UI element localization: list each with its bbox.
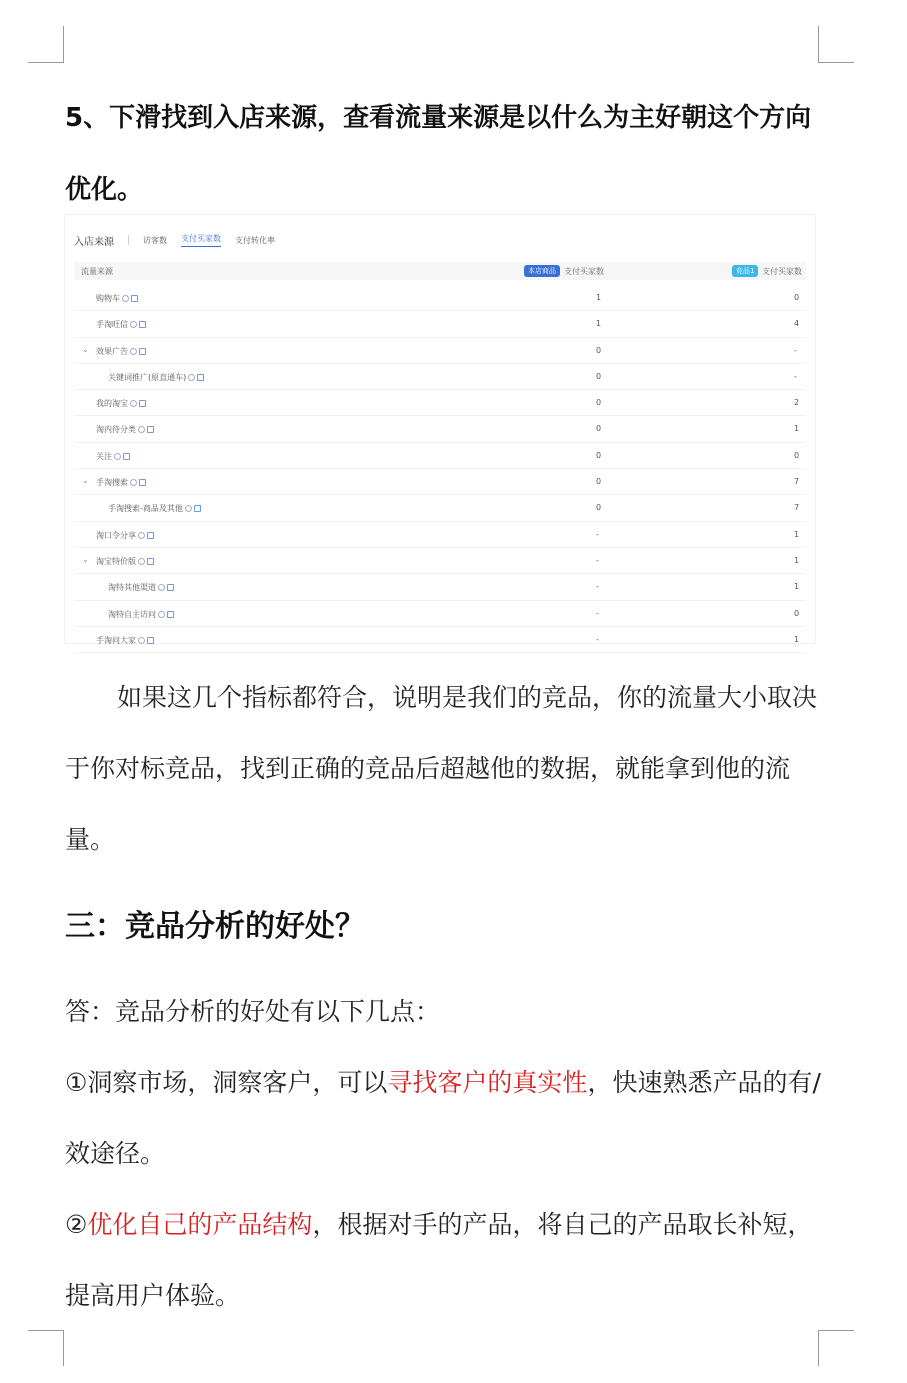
own-product-badge: 本店商品	[524, 265, 560, 277]
table-row	[74, 338, 806, 364]
own-value: -	[596, 555, 599, 565]
competitor-value: 1	[794, 555, 800, 565]
tab-conversion-rate[interactable]: 支付转化率	[235, 235, 275, 245]
table-row	[74, 495, 806, 521]
competitor-value: 1	[794, 582, 800, 592]
help-icon[interactable]	[185, 505, 192, 512]
source-label: 手淘旺信	[96, 320, 128, 330]
source-label: 淘宝特价版	[96, 556, 136, 566]
source-name	[96, 319, 146, 330]
source-label: 手淘搜索-商品及其他	[108, 504, 183, 514]
own-value: 0	[596, 371, 602, 381]
answer-point-1	[65, 1047, 825, 1189]
crop-mark-bottom-left-h	[28, 1330, 64, 1331]
competitor-value: 2	[794, 398, 800, 408]
own-value: -	[596, 608, 599, 618]
competitor-value: 1	[794, 424, 800, 434]
tab-visitors[interactable]: 访客数	[143, 235, 167, 245]
source-name	[96, 398, 146, 409]
source-name	[96, 346, 146, 357]
source-label: 手淘搜索	[96, 478, 128, 488]
trend-icon[interactable]	[197, 374, 204, 381]
own-value: 1	[596, 319, 602, 329]
help-icon[interactable]	[122, 295, 129, 302]
help-icon[interactable]	[130, 479, 137, 486]
answer-intro: 答：竞品分析的好处有以下几点：	[65, 997, 441, 1026]
answer-point-2	[65, 1189, 825, 1331]
point2-prefix: ②	[65, 1210, 88, 1239]
own-value: 1	[596, 293, 602, 302]
table-row	[74, 627, 806, 653]
crop-mark-top-left-v	[63, 26, 64, 62]
competitor-value: 7	[794, 503, 800, 513]
source-label: 淘口令分享	[96, 530, 136, 540]
table-body	[74, 285, 806, 653]
source-label: 效果广告	[96, 346, 128, 356]
crop-mark-bottom-left-v	[63, 1330, 64, 1366]
source-label: 我的淘宝	[96, 399, 128, 409]
header-own-metric: 支付买家数	[564, 267, 604, 276]
competitor-value: 0	[794, 293, 800, 302]
table-row	[74, 522, 806, 548]
trend-icon[interactable]	[139, 321, 146, 328]
table-row	[74, 311, 806, 337]
crop-mark-bottom-right-v	[818, 1330, 819, 1366]
competitor-value: 0	[794, 608, 800, 618]
own-value: 0	[596, 477, 602, 487]
traffic-source-panel	[64, 214, 816, 644]
point1-suffix: ，快速熟悉产品的有/效途径。	[65, 1068, 821, 1168]
source-name	[108, 609, 174, 620]
source-label: 淘内待分类	[96, 425, 136, 435]
trend-icon[interactable]	[167, 611, 174, 618]
competitor-value: 1	[794, 529, 800, 539]
source-label: 淘特自主访问	[108, 609, 156, 619]
competitor-value: 7	[794, 477, 800, 487]
source-name	[108, 582, 174, 593]
own-value: 0	[596, 450, 602, 460]
tab-paying-buyers[interactable]: 支付买家数	[181, 233, 221, 247]
source-name	[96, 530, 154, 541]
trend-icon[interactable]	[194, 505, 201, 512]
source-label: 淘特其他渠道	[108, 583, 156, 593]
table-row	[74, 416, 806, 442]
source-label: 关注	[96, 451, 112, 461]
source-label: 手淘问大家	[96, 635, 136, 645]
point1-highlight: 寻找客户的真实性	[387, 1068, 588, 1097]
help-icon[interactable]	[188, 374, 195, 381]
own-value: -	[596, 582, 599, 592]
trend-icon[interactable]	[147, 532, 154, 539]
panel-tabs	[74, 232, 275, 248]
crop-mark-top-right-h	[818, 62, 854, 63]
answer-block	[65, 976, 825, 1331]
table-row	[74, 390, 806, 416]
own-value: 0	[596, 424, 602, 434]
source-label: 关键词推广(原直通车)	[108, 372, 187, 382]
expand-chevron-icon[interactable]: ⌄	[82, 476, 89, 486]
source-name	[96, 293, 138, 304]
source-name	[96, 424, 154, 435]
table-row	[74, 548, 806, 574]
panel-title: 入店来源	[74, 236, 114, 248]
crop-mark-top-right-v	[818, 26, 819, 62]
source-name	[96, 635, 154, 646]
source-name	[96, 477, 146, 488]
trend-icon[interactable]	[131, 295, 138, 302]
trend-icon[interactable]	[139, 479, 146, 486]
table-row	[74, 469, 806, 495]
own-value: 0	[596, 503, 602, 513]
expand-chevron-icon[interactable]: ⌄	[82, 344, 89, 354]
source-name	[96, 451, 130, 462]
help-icon[interactable]	[158, 611, 165, 618]
trend-icon[interactable]	[139, 400, 146, 407]
source-name	[108, 372, 204, 383]
crop-mark-top-left-h	[28, 62, 64, 63]
source-name	[108, 503, 201, 514]
trend-icon[interactable]	[139, 348, 146, 355]
trend-icon[interactable]	[147, 558, 154, 565]
trend-icon[interactable]	[147, 426, 154, 433]
competitor-value: -	[794, 345, 797, 355]
header-comp-metric: 支付买家数	[762, 267, 802, 276]
explanation-paragraph	[65, 662, 825, 875]
tab-separator	[128, 235, 129, 245]
competitor-value: 0	[794, 450, 800, 460]
source-name	[96, 556, 154, 567]
table-row	[74, 443, 806, 469]
own-value: -	[596, 529, 599, 539]
help-icon[interactable]	[130, 400, 137, 407]
table-row	[74, 285, 806, 311]
help-icon[interactable]	[158, 584, 165, 591]
expand-chevron-icon[interactable]: ⌄	[82, 554, 89, 564]
competitor-value: 1	[794, 634, 800, 644]
own-value: 0	[596, 398, 602, 408]
point2-highlight: 优化自己的产品结构	[87, 1210, 313, 1239]
help-icon[interactable]	[138, 532, 145, 539]
competitor-value: 4	[794, 319, 800, 329]
point1-prefix: ①洞察市场，洞察客户，可以	[65, 1068, 388, 1097]
table-row	[74, 574, 806, 600]
own-value: 0	[596, 345, 602, 355]
source-label: 购物车	[96, 294, 120, 303]
section-heading: 三：竞品分析的好处？	[65, 909, 365, 944]
competitor-value: -	[794, 371, 797, 381]
help-icon[interactable]	[138, 558, 145, 565]
header-source: 流量来源	[81, 267, 113, 276]
help-icon[interactable]	[138, 426, 145, 433]
table-header	[74, 262, 806, 280]
table-row	[74, 364, 806, 390]
step-heading: 5、下滑找到入店来源，查看流量来源是以什么为主好朝这个方向优化。	[65, 103, 812, 205]
help-icon[interactable]	[138, 637, 145, 644]
point2-suffix: ，根据对手的产品，将自己的产品取长补短，提高用户体验。	[65, 1210, 813, 1310]
explanation-text: 如果这几个指标都符合，说明是我们的竞品，你的流量大小取决于你对标竞品，找到正确的竞品后超越他的数据，就能拿到他的流量。	[65, 683, 818, 854]
trend-icon[interactable]	[123, 453, 130, 460]
trend-icon[interactable]	[167, 584, 174, 591]
competitor-badge: 竞品1	[732, 265, 758, 277]
own-value: -	[596, 634, 599, 644]
help-icon[interactable]	[130, 321, 137, 328]
table-row	[74, 601, 806, 627]
help-icon[interactable]	[114, 453, 121, 460]
trend-icon[interactable]	[147, 637, 154, 644]
help-icon[interactable]	[130, 348, 137, 355]
